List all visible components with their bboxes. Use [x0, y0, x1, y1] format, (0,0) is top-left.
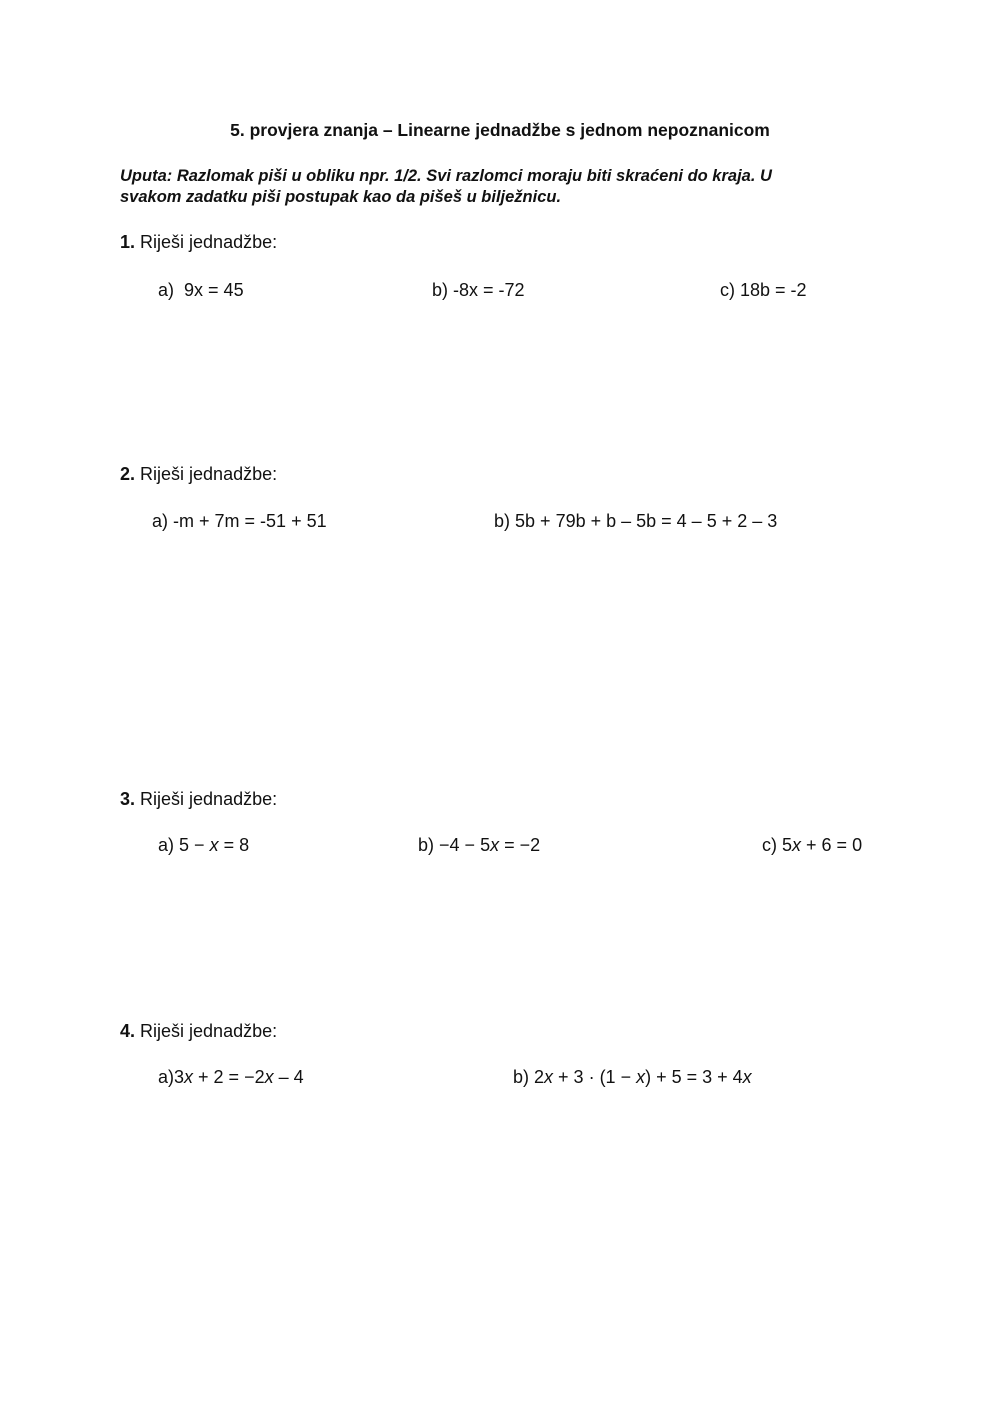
task-4-item-a	[158, 1067, 304, 1088]
equation: 2x + 3 · (1 − x) + 5 = 3 + 4x	[534, 1067, 752, 1087]
equation: 5b + 79b + b – 5b = 4 – 5 + 2 – 3	[515, 511, 778, 531]
task-3-item-a	[158, 835, 249, 856]
item-label: b)	[494, 511, 511, 531]
task-1-item-c	[720, 280, 807, 301]
task-prompt: Riješi jednadžbe:	[140, 1021, 278, 1041]
task-number: 4.	[120, 1021, 136, 1041]
task-3-item-c	[762, 835, 862, 856]
equation: 3x + 2 = −2x – 4	[174, 1067, 304, 1087]
task-1-heading	[120, 232, 277, 253]
equation: 18b = -2	[740, 280, 807, 300]
item-label: c)	[762, 835, 777, 855]
task-number: 2.	[120, 464, 136, 484]
equation: 9x = 45	[184, 280, 244, 300]
equation: -m + 7m = -51 + 51	[173, 511, 327, 531]
task-1-item-a	[158, 280, 244, 301]
task-number: 3.	[120, 789, 136, 809]
task-2-item-a	[152, 511, 327, 532]
item-label: b)	[513, 1067, 530, 1087]
task-3-heading	[120, 789, 277, 810]
task-2-item-b	[494, 511, 777, 532]
task-3-item-b	[418, 835, 540, 856]
task-number: 1.	[120, 232, 136, 252]
instructions-line-2: svakom zadatku piši postupak kao da pišeš u bilježnicu.	[120, 188, 562, 206]
item-label: c)	[720, 280, 735, 300]
task-prompt: Riješi jednadžbe:	[140, 464, 278, 484]
equation: −4 − 5x = −2	[439, 835, 541, 855]
equation: -8x = -72	[453, 280, 525, 300]
equation: 5x + 6 = 0	[782, 835, 863, 855]
instructions-line-1: Uputa: Razlomak piši u obliku npr. 1/2. Svi razlomci moraju biti skraćeni do kraja. U	[120, 167, 772, 185]
item-label: b)	[418, 835, 435, 855]
task-prompt: Riješi jednadžbe:	[140, 789, 278, 809]
task-2-heading	[120, 464, 277, 485]
document-title: 5. provjera znanja – Linearne jednadžbe s jednom nepoznanicom	[230, 120, 770, 140]
item-label: a)	[158, 280, 175, 300]
equation: 5 − x = 8	[179, 835, 250, 855]
item-label: a)	[158, 1067, 175, 1087]
task-4-item-b	[513, 1067, 752, 1088]
item-label: a)	[158, 835, 175, 855]
task-prompt: Riješi jednadžbe:	[140, 232, 278, 252]
task-1-item-b	[432, 280, 525, 301]
item-label: b)	[432, 280, 449, 300]
instructions	[120, 166, 880, 208]
task-4-heading	[120, 1021, 277, 1042]
item-label: a)	[152, 511, 169, 531]
